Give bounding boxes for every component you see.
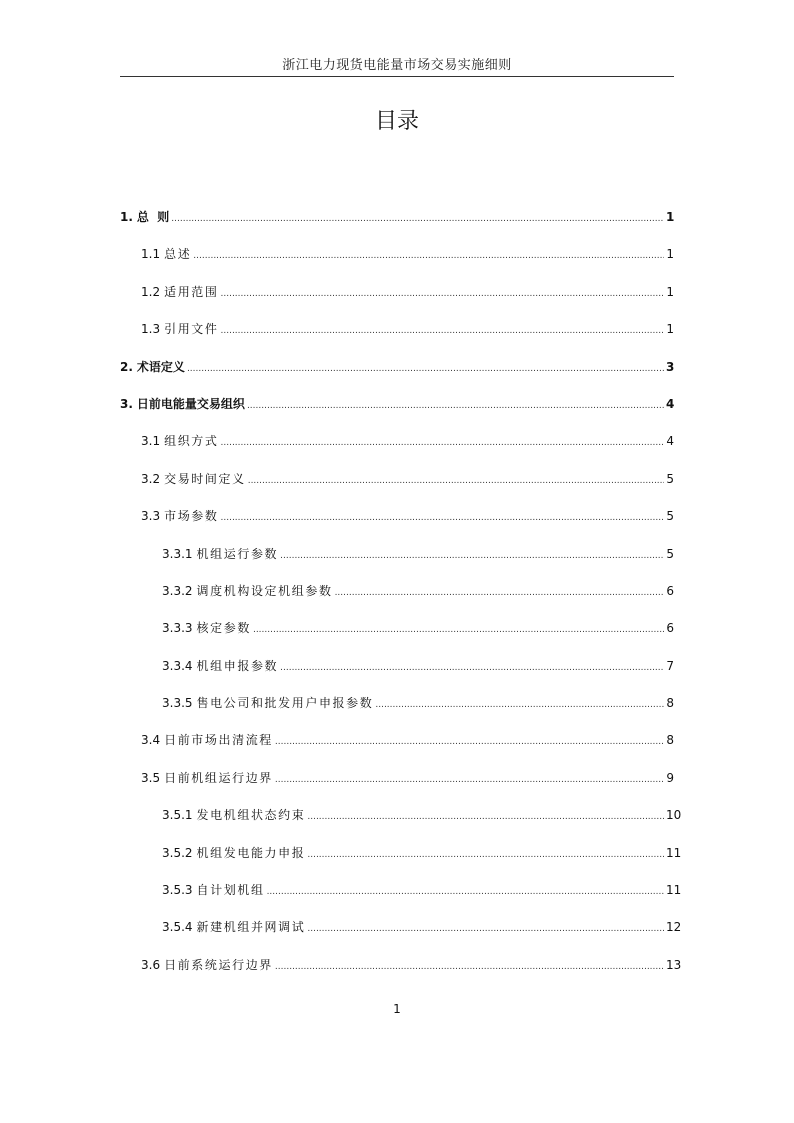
toc-entry[interactable] xyxy=(120,657,674,694)
toc-dot-leader xyxy=(253,621,664,635)
toc-entry-label: 适用范围 xyxy=(164,284,219,299)
toc-entry-number: 2. xyxy=(120,359,133,374)
toc-entry-page: 11 xyxy=(666,845,682,860)
toc-entry-label: 日前市场出清流程 xyxy=(164,733,273,748)
toc-entry-page: 8 xyxy=(666,696,674,711)
toc-entry-number: 3. xyxy=(120,396,133,411)
toc-entry-page: 1 xyxy=(666,247,674,262)
toc-entry[interactable] xyxy=(120,769,674,806)
toc-dot-leader xyxy=(221,509,665,523)
toc-entry-page: 11 xyxy=(666,883,682,898)
toc-entry[interactable] xyxy=(120,283,674,320)
toc-entry[interactable] xyxy=(120,545,674,582)
toc-entry-number: 3.5 xyxy=(141,770,161,785)
toc-entry[interactable] xyxy=(120,320,674,357)
toc-entry[interactable] xyxy=(120,582,674,619)
toc-dot-leader xyxy=(221,434,665,448)
toc-dot-leader xyxy=(221,285,665,299)
toc-entry-page: 3 xyxy=(666,359,675,374)
toc-entry-number: 3.3.3 xyxy=(162,621,193,636)
toc-dot-leader xyxy=(248,472,664,486)
toc-entry-page: 4 xyxy=(666,396,675,411)
toc-entry-page: 5 xyxy=(666,509,674,524)
toc-dot-leader xyxy=(307,808,664,822)
toc-entry[interactable] xyxy=(120,881,682,918)
toc-entry-number: 1.1 xyxy=(141,247,161,262)
toc-entry-page: 6 xyxy=(666,621,674,636)
toc-entry[interactable] xyxy=(120,806,682,843)
toc-entry-page: 10 xyxy=(666,808,682,823)
toc-dot-leader xyxy=(171,210,664,224)
toc-dot-leader xyxy=(275,958,664,972)
toc-entry-page: 1 xyxy=(666,210,675,224)
toc-dot-leader xyxy=(221,322,665,336)
toc-entry-number: 3.5.2 xyxy=(162,845,193,860)
toc-entry-number: 3.3 xyxy=(141,509,161,524)
toc-entry-page: 1 xyxy=(666,322,674,337)
toc-entry-page: 13 xyxy=(666,957,682,972)
toc-entry[interactable] xyxy=(120,956,682,993)
toc-entry[interactable] xyxy=(120,619,674,656)
toc-entry[interactable] xyxy=(120,245,674,282)
toc-entry[interactable] xyxy=(120,358,674,395)
page-title: 目录 xyxy=(374,109,419,134)
toc-entry-page: 6 xyxy=(666,583,674,598)
toc-entry-label: 机组发电能力申报 xyxy=(196,845,306,860)
toc-entry[interactable] xyxy=(120,731,674,768)
toc-entry-number: 1. xyxy=(120,210,133,224)
toc-entry-label: 日前电能量交易组织 xyxy=(136,396,245,411)
toc-entry-page: 12 xyxy=(666,920,682,935)
toc-entry[interactable] xyxy=(120,507,674,544)
toc-entry-page: 5 xyxy=(666,471,674,486)
toc-entry-page: 9 xyxy=(666,770,674,785)
toc-entry-number: 3.4 xyxy=(141,733,161,748)
toc-entry-label: 新建机组并网调试 xyxy=(196,920,306,935)
toc-entry-page: 7 xyxy=(666,658,674,673)
toc-entry-number: 3.1 xyxy=(141,434,161,449)
toc-entry-label: 术语定义 xyxy=(136,359,185,374)
running-header: 浙江电力现货电能量市场交易实施细则 xyxy=(282,58,512,73)
toc-entry-label: 调度机构设定机组参数 xyxy=(196,583,333,598)
toc-entry-label: 发电机组状态约束 xyxy=(196,808,306,823)
toc-entry-label: 日前系统运行边界 xyxy=(164,957,273,972)
toc-entry-page: 1 xyxy=(666,284,674,299)
toc-entry[interactable] xyxy=(120,844,682,881)
toc-dot-leader xyxy=(375,696,664,710)
toc-entry-label: 自计划机组 xyxy=(196,883,265,898)
toc-entry-number: 3.3.1 xyxy=(162,546,193,561)
toc-dot-leader xyxy=(335,584,664,598)
toc-entry-label: 组织方式 xyxy=(164,434,219,449)
toc-entry[interactable] xyxy=(120,432,674,469)
toc-dot-leader xyxy=(247,397,664,411)
toc-entry-page: 4 xyxy=(666,434,674,449)
toc-entry-label: 机组运行参数 xyxy=(196,546,279,561)
toc-entry-label: 交易时间定义 xyxy=(164,471,246,486)
table-of-contents xyxy=(120,208,682,993)
toc-entry-label: 总述 xyxy=(164,247,192,262)
toc-entry-number: 3.5.4 xyxy=(162,920,193,935)
toc-entry[interactable] xyxy=(120,470,674,507)
toc-entry[interactable] xyxy=(120,694,674,731)
toc-dot-leader xyxy=(280,547,664,561)
toc-entry-page: 8 xyxy=(666,733,674,748)
toc-entry-number: 3.3.4 xyxy=(162,658,193,673)
toc-entry-label: 核定参数 xyxy=(196,621,251,636)
toc-dot-leader xyxy=(275,771,664,785)
toc-entry[interactable] xyxy=(120,395,674,432)
toc-entry-label: 日前机组运行边界 xyxy=(164,770,273,785)
toc-entry-number: 3.2 xyxy=(141,471,161,486)
toc-entry-label: 市场参数 xyxy=(164,509,219,524)
toc-entry-number: 1.3 xyxy=(141,322,161,337)
toc-entry-number: 3.5.1 xyxy=(162,808,193,823)
toc-entry-number: 1.2 xyxy=(141,284,161,299)
toc-entry-label: 引用文件 xyxy=(164,322,219,337)
toc-entry-label: 售电公司和批发用户申报参数 xyxy=(196,696,374,711)
toc-entry-label: 总 则 xyxy=(136,210,170,224)
toc-entry-number: 3.5.3 xyxy=(162,883,193,898)
toc-entry-number: 3.3.2 xyxy=(162,583,193,598)
toc-entry-number: 3.6 xyxy=(141,957,161,972)
toc-entry[interactable] xyxy=(120,918,682,955)
toc-entry-number: 3.3.5 xyxy=(162,696,193,711)
page-number: 1 xyxy=(393,1002,401,1016)
toc-dot-leader xyxy=(280,659,664,673)
toc-dot-leader xyxy=(193,247,664,261)
toc-entry[interactable] xyxy=(120,208,674,245)
toc-entry-label: 机组申报参数 xyxy=(196,658,279,673)
toc-dot-leader xyxy=(307,920,664,934)
header-divider xyxy=(120,76,674,77)
toc-dot-leader xyxy=(267,883,664,897)
toc-dot-leader xyxy=(307,846,664,860)
toc-dot-leader xyxy=(275,733,664,747)
toc-entry-page: 5 xyxy=(666,546,674,561)
toc-dot-leader xyxy=(187,360,664,374)
